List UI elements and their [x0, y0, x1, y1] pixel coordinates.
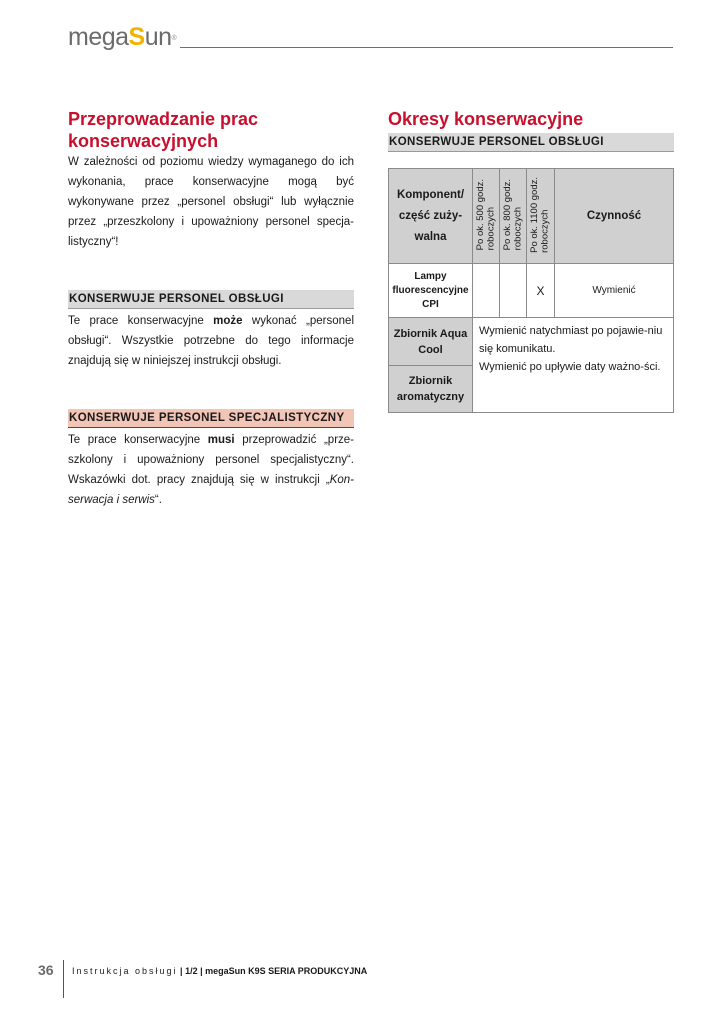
p2-italic-ref: Kon-serwacja i serwis	[68, 474, 354, 506]
row1-cell-1100: X	[527, 264, 555, 318]
header-interval-500	[473, 169, 500, 264]
p1-bold: może	[213, 315, 243, 327]
p2-text-c: przeprowadzić „prze-szkolony i upoważniony personel specjalistyczny“. Wskazówki dot. pracy znajdują się w instrukcji „	[68, 434, 354, 486]
footer-doc-rest: | 1/2 | megaSun K9S SERIA PRODUKCYJNA	[177, 966, 368, 976]
maintenance-work-title	[68, 108, 354, 152]
specialist-paragraph	[68, 430, 354, 510]
logo-suffix: un	[144, 23, 172, 51]
operator-paragraph	[68, 311, 354, 371]
p1-text-a: Te prace konserwacyjne	[68, 315, 214, 327]
p2-bold: musi	[207, 434, 235, 446]
table-row	[389, 264, 674, 318]
header-action: Czynność	[555, 169, 674, 264]
maintenance-intervals-title: Okresy konserwacyjne	[388, 109, 584, 129]
operator-band: KONSERWUJE PERSONEL OBSŁUGI	[68, 290, 354, 309]
page-number: 36	[38, 962, 54, 978]
footer-doc-label: Instrukcja obsługi	[72, 966, 178, 976]
specialist-band: KONSERWUJE PERSONEL SPECJALISTYCZNY	[68, 409, 354, 428]
p1-text-c: wykonać „personel obsługi“. Wszystkie potrzebne do tego informacje znajdują się w niniejszej instrukcji obsługi.	[68, 315, 355, 367]
row1-component: Lampy fluorescencyjne CPI	[389, 264, 473, 318]
merged-action-line-2: Wymienić po upływie daty ważno-ści.	[479, 361, 661, 373]
megasun-logo	[68, 22, 176, 52]
right-column	[388, 108, 674, 152]
merged-action-cell	[473, 318, 674, 413]
header-interval-1100	[527, 169, 555, 264]
logo-accent: S	[128, 23, 145, 51]
p2-text-a: Te prace konserwacyjne	[68, 434, 208, 446]
interval-500-label: Po ok. 500 godz. roboczych	[474, 178, 496, 251]
left-column	[68, 108, 354, 510]
row1-action: Wymienić	[555, 264, 674, 318]
row3-component: Zbiornik aromatyczny	[389, 366, 473, 413]
intro-paragraph: W zależności od poziomu wiedzy wymaganego do ich wykonania, prace konserwacyjne mogą być wykonywane przez „personel obsługi“ lub wyłącznie przez „przeszkolony i upoważniony personel specja-listyczny“!	[68, 156, 354, 248]
maintenance-intervals-table	[388, 168, 674, 413]
header-component: Komponent/ część zuży-walna	[389, 169, 473, 264]
intervals-operator-band: KONSERWUJE PERSONEL OBSŁUGI	[388, 133, 674, 152]
registered-mark: ®	[171, 35, 177, 42]
title-line-1: Przeprowadzanie prac	[68, 109, 259, 129]
p2-text-e: “.	[154, 494, 162, 506]
row1-cell-500	[473, 264, 500, 318]
footer-divider	[63, 960, 64, 998]
footer-document-info	[72, 966, 367, 976]
table-row	[389, 318, 674, 366]
row2-component: Zbiornik Aqua Cool	[389, 318, 473, 366]
merged-action-line-1: Wymienić natychmiast po pojawie-niu się komunikatu.	[479, 325, 663, 355]
title-line-2: konserwacyjnych	[68, 131, 219, 151]
header-interval-800	[500, 169, 527, 264]
interval-800-label: Po ok. 800 godz. roboczych	[501, 178, 523, 251]
row1-cell-800	[500, 264, 527, 318]
table-header-row	[389, 169, 674, 264]
logo-prefix: mega	[68, 23, 129, 51]
header-divider	[180, 47, 673, 48]
interval-1100-label: Po ok. 1100 godz. roboczych	[529, 176, 551, 253]
